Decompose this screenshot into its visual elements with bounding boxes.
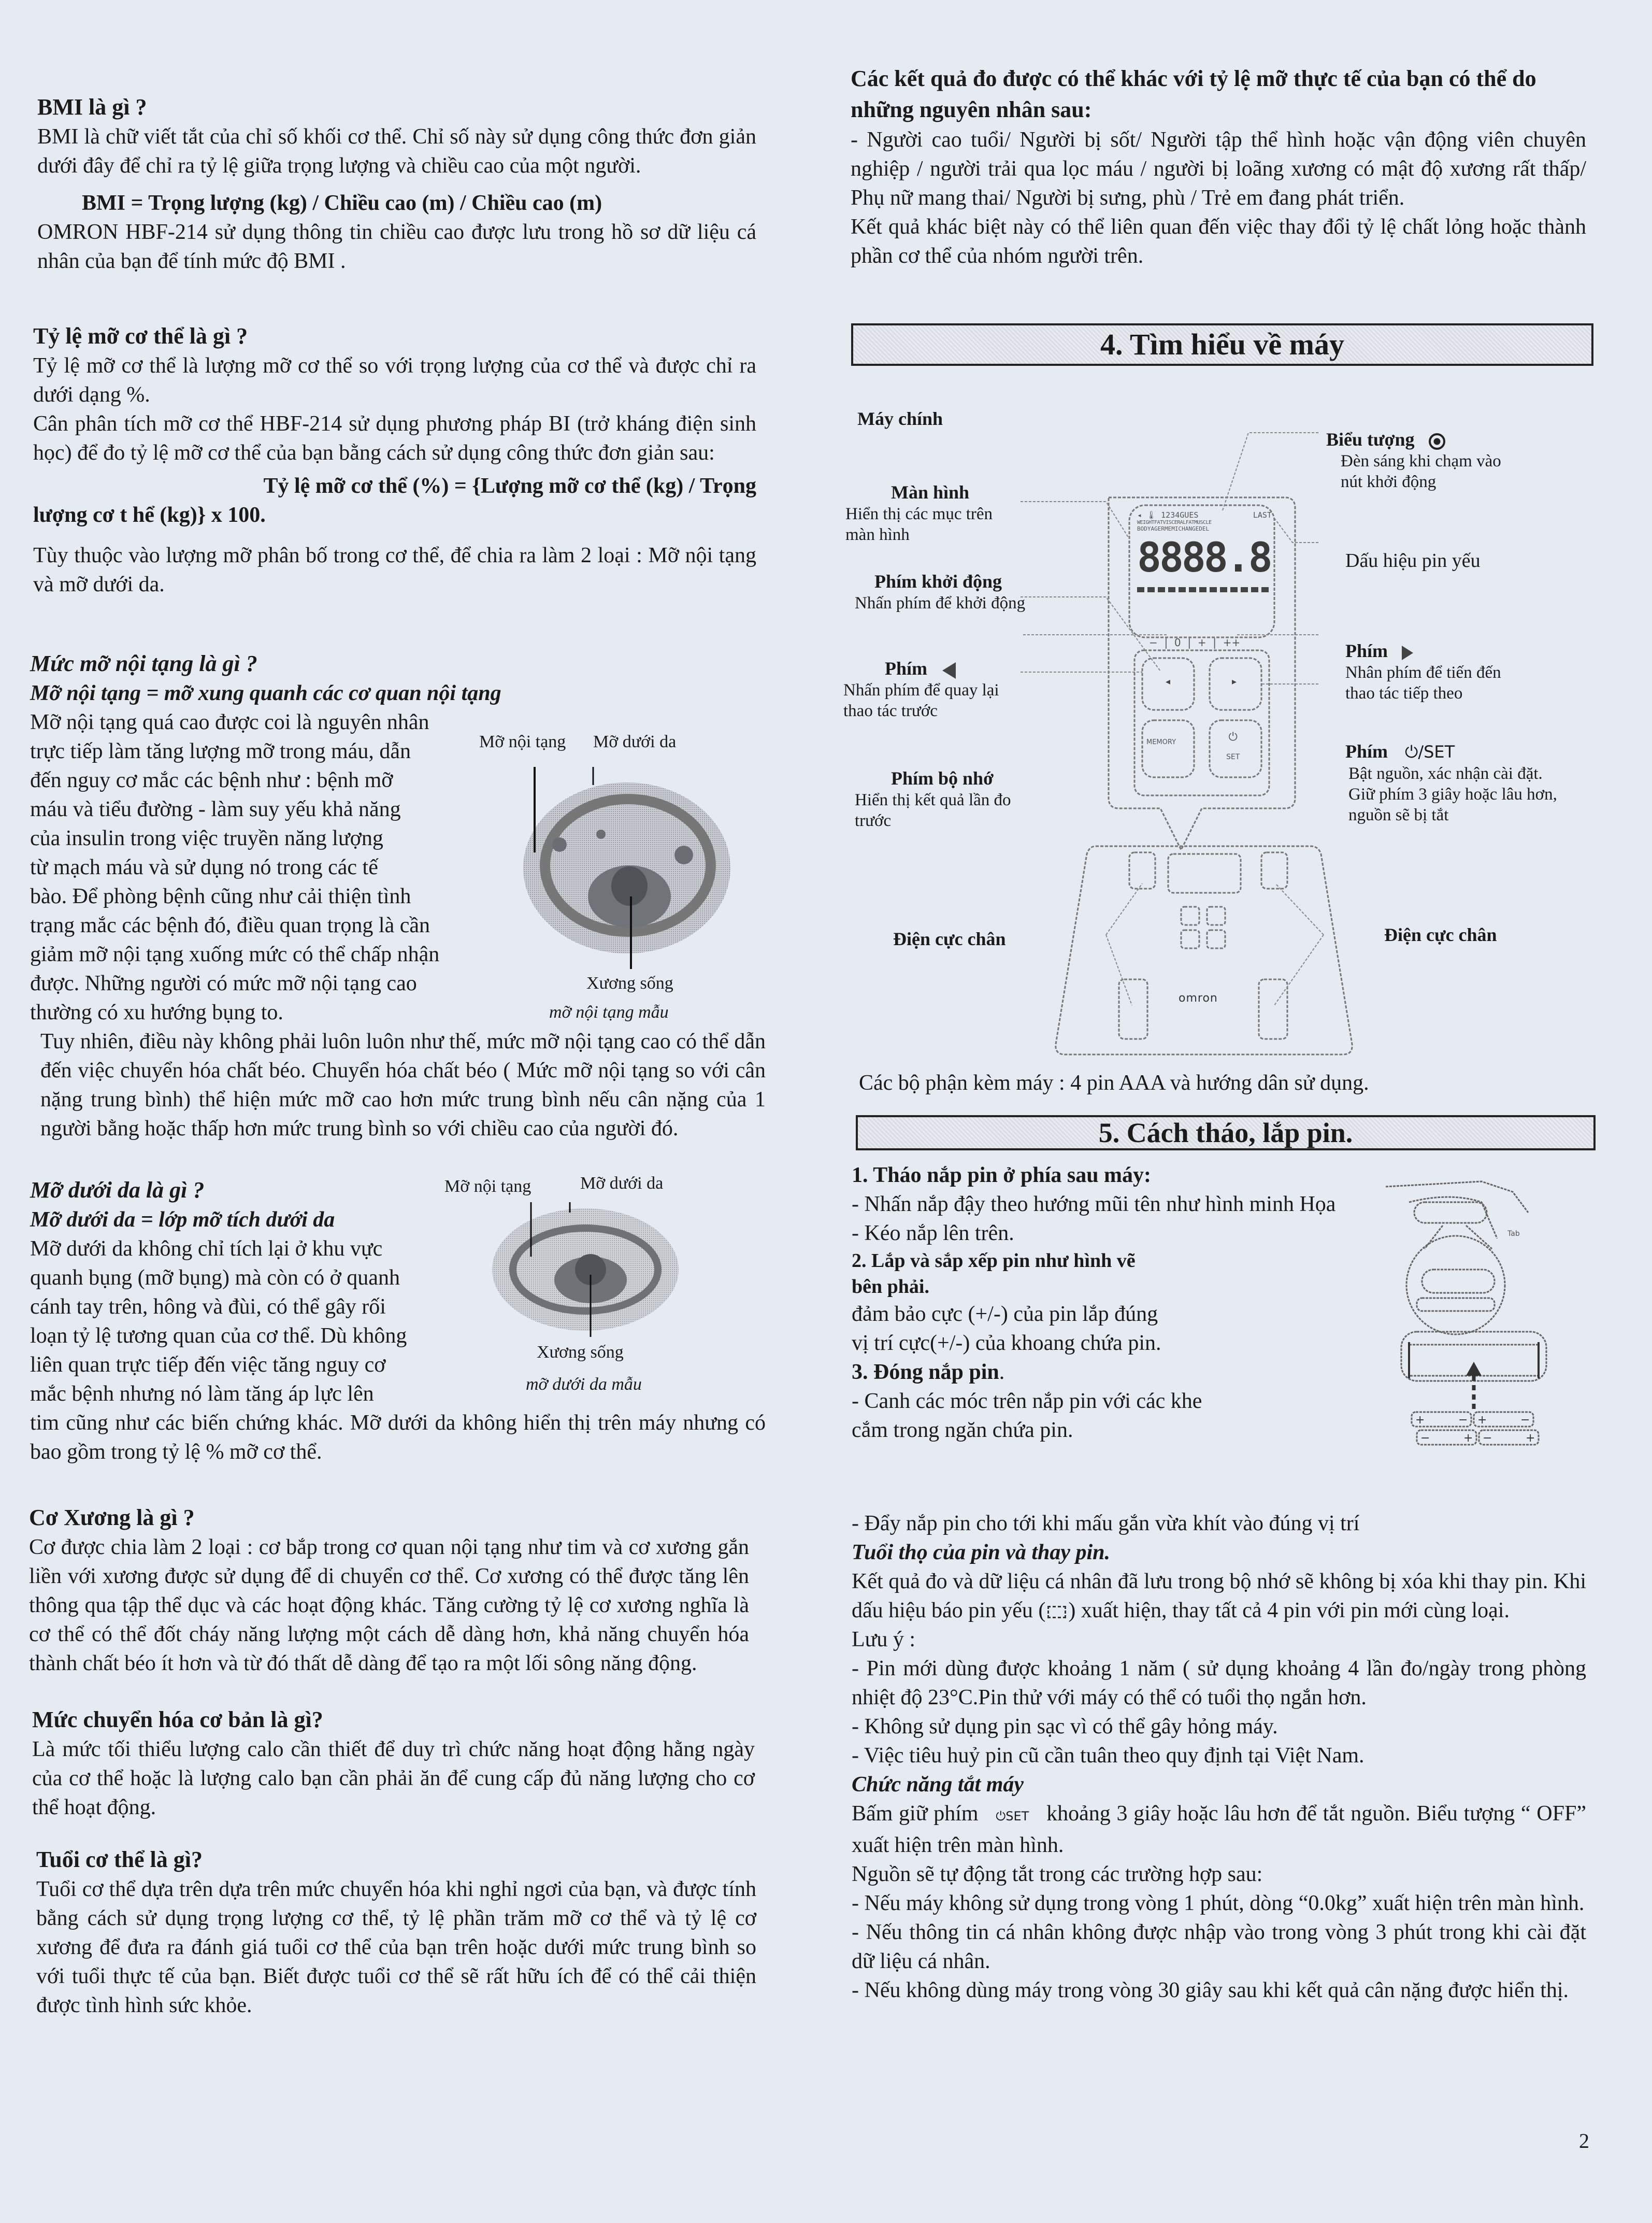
- subcutaneous-fig-label-subcutaneous: Mỡ dưới da: [580, 1174, 664, 1193]
- set-button-label: SET: [1226, 753, 1240, 761]
- bmi-section: [37, 92, 756, 276]
- display-title: Màn hình: [891, 482, 970, 503]
- lcd-screen: [1137, 510, 1272, 630]
- lcd-bar-graph: [1137, 587, 1272, 592]
- lcd-scale: − | 0 | + | ++: [1149, 636, 1241, 649]
- back-key-title: Phím: [885, 658, 928, 679]
- visceral-line: trực tiếp làm tăng lượng mỡ trong máu, dẫn: [30, 739, 411, 763]
- next-key-desc: Nhân phím để tiến đến thao tác tiếp theo: [1345, 663, 1501, 703]
- bmi-para2: OMRON HBF-214 sử dụng thông tin chiều cao được lưu trong hồ sơ dữ liệu cá nhân của bạn để tính mức độ BMI .: [37, 220, 756, 273]
- electrode-right-leader: [1274, 884, 1324, 1005]
- battery-life-title: Tuổi thọ của pin và thay pin.: [852, 1541, 1111, 1564]
- plus-sign: +: [1415, 1414, 1425, 1427]
- auto-off-title: Nguồn sẽ tự động tắt trong các trường hợp sau:: [852, 1862, 1263, 1886]
- set-key-desc: Bật nguồn, xác nhận cài đặt. Giữ phím 3 giây hoặc lâu hơn, nguồn sẽ bị tắt: [1348, 764, 1557, 824]
- battery-leader: [1274, 518, 1318, 543]
- display-desc: Hiển thị các mục trên màn hình: [845, 505, 993, 544]
- set-button[interactable]: [1226, 731, 1240, 761]
- subcutaneous-title: Mỡ dưới da là gì ?: [30, 1177, 205, 1203]
- body-age-title: Tuổi cơ thể là gì?: [36, 1847, 203, 1872]
- lcd-row2: WEIGHTFATVISCERALFATMUSCLE: [1137, 520, 1212, 525]
- minus-sign: −: [1458, 1414, 1468, 1427]
- back-button-glyph[interactable]: ◂: [1166, 676, 1171, 687]
- body-fat-title: Tỷ lệ mỡ cơ thể là gì ?: [33, 323, 248, 349]
- bmi-para: BMI là chữ viết tắt của chỉ số khối cơ thể. Chỉ số này sử dụng công thức đơn giản dưới đây để chỉ ra tỷ lệ giữa trọng lượng và chiều cao của một người.: [37, 125, 756, 178]
- plus-sign: +: [1463, 1432, 1473, 1445]
- step1-a: - Nhấn nắp đậy theo hướng mũi tên như hình minh Họa: [852, 1192, 1336, 1216]
- visceral-line: của insulin trong việc truyền năng lượng: [30, 826, 383, 850]
- skeletal-title: Cơ Xương là gì ?: [29, 1505, 195, 1530]
- difference-para1: - Người cao tuổi/ Người bị sốt/ Người tập thể hình hoặc vận động viên chuyên nghiệp / người trải qua lọc máu / người bị loãng xương có mật độ xương rất thấp/ Phụ nữ mang thai/ Người bị sưng, phù / Trẻ em đang phát triển.: [851, 128, 1586, 210]
- visceral-fig-label-visceral: Mỡ nội tạng: [479, 732, 566, 751]
- memory-key-title: Phím bộ nhớ: [891, 768, 994, 789]
- step3-title: 3. Đóng nắp pin: [852, 1360, 999, 1384]
- subcutaneous-subtitle: Mỡ dưới da = lớp mỡ tích dưới da: [30, 1208, 335, 1232]
- start-key-desc: Nhấn phím để khởi động: [855, 594, 1026, 612]
- visceral-line: bào. Để phòng bệnh cũng như cải thiện tình: [30, 885, 411, 908]
- step3-b: - Đẩy nắp pin cho tới khi mấu gắn vừa khít vào đúng vị trí: [852, 1512, 1360, 1535]
- auto-off-item: - Nếu thông tin cá nhân không được nhập vào trong vòng 3 phút trong khi cài đặt dữ liệu cá nhân.: [852, 1920, 1586, 1973]
- brand-logo: omron: [1179, 992, 1218, 1005]
- body-age-section: [36, 1845, 756, 2020]
- electrode-left-leader: [1106, 884, 1142, 1005]
- step1-title: 1. Tháo nắp pin ở phía sau máy:: [852, 1163, 1152, 1187]
- electrode-left-label: Điện cực chân: [893, 929, 1006, 949]
- plus-sign: +: [1526, 1432, 1535, 1445]
- next-button-glyph[interactable]: ▸: [1232, 676, 1237, 687]
- subcutaneous-fig-caption: mỡ dưới da mẫu: [526, 1375, 642, 1394]
- power-off-title: Chức năng tắt máy: [852, 1773, 1024, 1797]
- power-off-text-b: khoảng 3 giây hoặc lâu hơn để tắt nguồn. Biểu tượng “ OFF” xuất hiện trên màn hình.: [852, 1802, 1586, 1857]
- battery-low-icon: [1047, 1606, 1066, 1618]
- note-item: - Không sử dụng pin sạc vì có thể gây hỏng máy.: [852, 1715, 1278, 1738]
- subcutaneous-line: liên quan trực tiếp đến việc tăng nguy cơ: [30, 1353, 386, 1377]
- note-item: - Pin mới dùng được khoảng 1 năm ( sử dụng khoảng 4 lần đo/ngày trong phòng nhiệt độ 23°C.Pin thử với máy có thể có tuổi thọ ngắn hơn.: [852, 1657, 1586, 1709]
- body-fat-formula-1: Tỷ lệ mỡ cơ thể (%) = {Lượng mỡ cơ thể (kg) / Trọng: [263, 474, 756, 498]
- visceral-line: thường có xu hướng bụng to.: [30, 1001, 283, 1024]
- battery-steps: [852, 1161, 1380, 1445]
- note-item: - Việc tiêu huỷ pin cũ cần tuân theo quy định tại Việt Nam.: [852, 1744, 1364, 1768]
- body-fat-para3: Tùy thuộc vào lượng mỡ phân bố trong cơ thể, để chia ra làm 2 loại : Mỡ nội tạng và mỡ dưới da.: [33, 544, 756, 596]
- accessories-text: Các bộ phận kèm máy : 4 pin AAA và hướng dân sử dụng.: [859, 1071, 1369, 1095]
- visceral-subtitle: Mỡ nội tạng = mỡ xung quanh các cơ quan nội tạng: [30, 681, 501, 705]
- subcutaneous-line: Mỡ dưới da không chỉ tích lại ở khu vực: [30, 1237, 383, 1261]
- visceral-fig-caption: mỡ nội tạng mẫu: [549, 1003, 669, 1022]
- battery-cover-diagram: [1378, 1176, 1533, 1337]
- power-set-icon: ⏻/SET: [1405, 742, 1455, 762]
- page-number: 2: [1579, 2129, 1589, 2153]
- back-key-desc: Nhấn phím để quay lại thao tác trước: [843, 681, 999, 720]
- body-age-para: Tuổi cơ thể dựa trên dựa trên mức chuyển hóa khi nghỉ ngơi của bạn, và được tính bằng cách sử dụng trọng lượng cơ thể, tỷ lệ phần trăm mỡ cơ thể và tỷ lệ cơ xương để đưa ra đánh giá tuổi cơ thể của bạn trên hoặc dưới mức trung bình so với tuổi thực tế của bạn. Biết được tuổi cơ thể sẽ rất hữu ích để có thể cải thiện được tình hình sức khỏe.: [36, 1877, 756, 2017]
- lcd-row3: BODYAGERMEMICHANGEDEL: [1137, 525, 1210, 532]
- lcd-last: LAST: [1253, 510, 1272, 520]
- note-title: Lưu ý :: [852, 1628, 916, 1651]
- next-key-title: Phím: [1345, 640, 1388, 661]
- battery-life-text-a: Kết quả đo và dữ liệu cá nhân đã lưu trong bộ nhớ sẽ không bị xóa khi thay pin. Khi dấu hiệu báo pin yếu (: [852, 1570, 1586, 1622]
- set-key-title: Phím: [1345, 741, 1388, 762]
- visceral-line: Mỡ nội tạng quá cao được coi là nguyên nhân: [30, 710, 429, 734]
- power-off-text-a: Bấm giữ phím: [852, 1802, 979, 1826]
- skeletal-para: Cơ được chia làm 2 loại : cơ bắp trong cơ quan nội tạng như tim và cơ xương gắn liền với xương được sử dụng để di chuyển cơ thể. Cơ xương có thể được tăng lên thông qua tập thể dục và các hoạt động khác. Tăng cường tỷ lệ cơ xương nghĩa là cơ thể có thể đốt cháy năng lượng một cách dễ dàng hơn, khả năng chuyển hóa thành chất béo ít hơn và từ đó thất dễ dàng để tạo ra một lối sông năng động.: [29, 1535, 749, 1675]
- plus-sign: +: [1477, 1414, 1487, 1427]
- bmi-title: BMI là gì ?: [37, 94, 147, 120]
- section-5-heading: 5. Cách tháo, lắp pin.: [856, 1115, 1596, 1150]
- body-fat-formula-2: lượng cơ t hể (kg)} x 100.: [33, 503, 266, 527]
- start-key-title: Phím khởi động: [874, 571, 1002, 592]
- step3-a: - Canh các móc trên nắp pin với các khe cắm trong ngăn chứa pin.: [852, 1389, 1202, 1442]
- subcutaneous-fig-label-spine: Xương sống: [537, 1343, 624, 1362]
- minus-sign: −: [1520, 1414, 1530, 1427]
- body-fat-section: [33, 321, 756, 599]
- subcutaneous-fat-scan-figure: [487, 1202, 684, 1358]
- metabolism-title: Mức chuyển hóa cơ bản là gì?: [32, 1707, 323, 1732]
- subcutaneous-fig-label-visceral: Mỡ nội tạng: [444, 1177, 531, 1196]
- step2-title: 2. Lắp và sắp xếp pin như hình vẽ bên phải.: [852, 1250, 1136, 1298]
- power-set-icon: ⏻SET: [996, 1809, 1029, 1823]
- auto-off-item: - Nếu máy không sử dụng trong vòng 1 phút, dòng “0.0kg” xuất hiện trên màn hình.: [852, 1891, 1585, 1915]
- battery-low-label: Dấu hiệu pin yếu: [1345, 550, 1481, 572]
- icon-leader: [1223, 433, 1318, 510]
- auto-off-item: - Nếu không dùng máy trong vòng 30 giây sau khi kết quả cân nặng được hiển thị.: [852, 1978, 1569, 2002]
- step3-dot: .: [999, 1360, 1005, 1384]
- subcutaneous-line: loạn tỷ lệ tương quan của cơ thể. Dù không: [30, 1324, 407, 1348]
- visceral-fig-label-subcutaneous: Mỡ dưới da: [593, 732, 677, 751]
- electrode-right-label: Điện cực chân: [1384, 924, 1497, 945]
- visceral-line: đến nguy cơ mắc các bệnh như : bệnh mỡ: [30, 768, 393, 792]
- step2-text: đảm bảo cực (+/-) của pin lắp đúng vị trí cực(+/-) của khoang chứa pin.: [852, 1302, 1161, 1355]
- metabolism-section: [32, 1705, 755, 1822]
- visceral-line: trạng mắc các bệnh đó, điều quan trọng là cần: [30, 914, 430, 937]
- body-fat-para2: Cân phân tích mỡ cơ thể HBF-214 sử dụng phương pháp BI (trở kháng điện sinh học) để đo tỷ lệ mỡ cơ thể của bạn bằng cách sử dụng công thức đơn giản sau:: [33, 412, 756, 465]
- visceral-line: máu và tiểu đường - làm suy yếu khả năng: [30, 797, 401, 821]
- subcutaneous-line: cánh tay trên, hông và đùi, có thể gây rối: [30, 1295, 386, 1319]
- battery-life-section: [852, 1509, 1586, 2005]
- power-icon: ⏻: [1228, 731, 1238, 744]
- visceral-fat-scan-figure: [513, 757, 741, 974]
- subcutaneous-para2: tim cũng như các biến chứng khác. Mỡ dưới da không hiển thị trên máy nhưng có bao gồm trong tỷ lệ % mỡ cơ thể.: [30, 1411, 766, 1464]
- battery-insert-diagram: [1399, 1327, 1549, 1461]
- icon-indicator-desc: Đèn sáng khi chạm vào nút khởi động: [1341, 452, 1501, 491]
- minus-sign: −: [1483, 1432, 1492, 1445]
- bmi-formula: BMI = Trọng lượng (kg) / Chiều cao (m) / Chiều cao (m): [82, 191, 602, 215]
- section-4-heading: 4. Tìm hiểu về máy: [851, 323, 1593, 366]
- metabolism-para: Là mức tối thiểu lượng calo cần thiết để duy trì chức năng hoạt động hằng ngày của cơ thể hoặc là lượng calo bạn cần phải ăn để cung cấp đủ năng lượng cho cơ thể hoạt động.: [32, 1737, 755, 1819]
- memory-key-desc: Hiển thị kết quả lần đo trước: [855, 791, 1011, 830]
- lcd-digits: 8888.8: [1137, 535, 1271, 581]
- subcutaneous-line: mắc bệnh nhưng nó làm tăng áp lực lên: [30, 1382, 374, 1406]
- battery-life-text-b: ) xuất hiện, thay tất cả 4 pin với pin mới cùng loại.: [1068, 1599, 1510, 1622]
- minus-sign: −: [1420, 1432, 1430, 1445]
- tab-label: Tab: [1507, 1230, 1520, 1238]
- display-leader: [1021, 502, 1129, 539]
- subcutaneous-line: quanh bụng (mỡ bụng) mà còn có ở quanh: [30, 1266, 400, 1290]
- visceral-line: giảm mỡ nội tạng xuống mức có thể chấp nhận: [30, 943, 440, 966]
- icon-indicator-title: Biểu tượng: [1326, 429, 1415, 450]
- visceral-para2: Tuy nhiên, điều này không phải luôn luôn như thế, mức mỡ nội tạng cao có thể dẫn đến việc chuyển hóa chất béo. Chuyển hóa chất béo ( Mức mỡ nội tạng so với cân nặng trung bình) thể hiện mức mỡ cao hơn mức trung bình nếu cân nặng của 1 người bằng hoặc thấp hơn mức trung bình so với chiều cao của người đó.: [40, 1030, 766, 1141]
- difference-section: [851, 63, 1586, 270]
- main-unit-label: Máy chính: [857, 408, 943, 429]
- insert-arrow: [1466, 1362, 1482, 1376]
- difference-para2: Kết quả khác biệt này có thể liên quan đến việc thay đổi tỷ lệ chất lỏng hoặc thành phần cơ thể của nhóm người trên.: [851, 215, 1586, 268]
- visceral-line: từ mạch máu và sử dụng nó trong các tế: [30, 856, 378, 879]
- visceral-line: được. Những người có mức mỡ nội tạng cao: [30, 972, 417, 995]
- difference-title: Các kết quả đo được có thể khác với tỷ lệ mỡ thực tế của bạn có thể do những nguyên nhân sau:: [851, 66, 1536, 122]
- memory-button[interactable]: MEMORY: [1146, 738, 1176, 746]
- visceral-title: Mức mỡ nội tạng là gì ?: [30, 651, 257, 676]
- body-fat-para1: Tỷ lệ mỡ cơ thể là lượng mỡ cơ thể so với trọng lượng của cơ thể và được chỉ ra dưới dạng %.: [33, 354, 756, 407]
- skeletal-muscle-section: [29, 1503, 749, 1678]
- lcd-user-row: ◂ 🌡 1234GUES: [1137, 510, 1199, 520]
- visceral-fig-label-spine: Xương sống: [586, 974, 673, 993]
- step1-b: - Kéo nắp lên trên.: [852, 1221, 1014, 1245]
